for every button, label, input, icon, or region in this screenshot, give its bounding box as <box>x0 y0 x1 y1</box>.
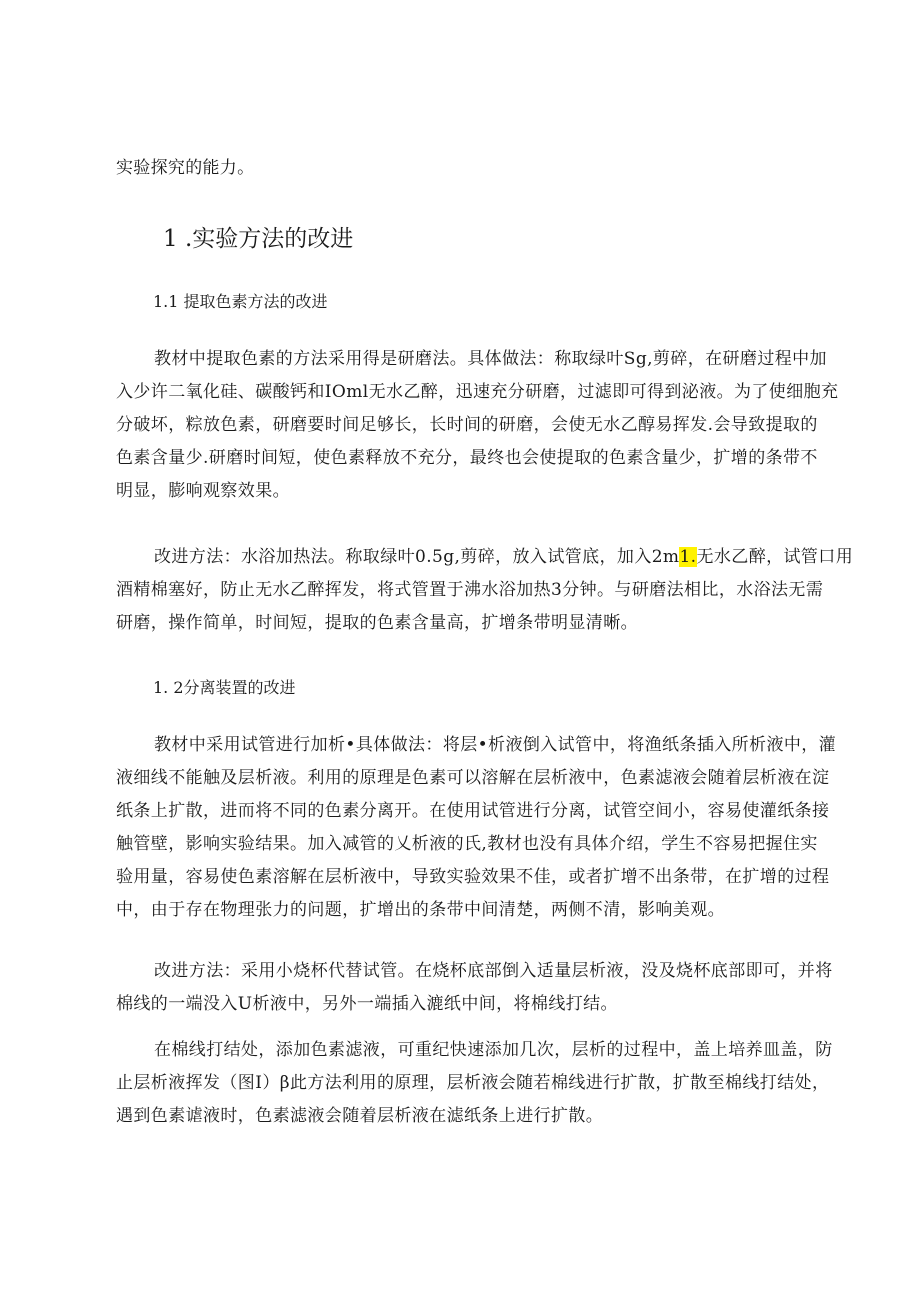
paragraph-line: 在棉线打结处，添加色素滤液，可重纪快速添加几次，层析的过程中，盖上培养皿盖，防 <box>154 1040 833 1060</box>
paragraph-improved-extraction <box>116 541 854 640</box>
paragraph-line <box>116 541 854 574</box>
paragraph-line: 改进方法：采用小烧杯代替试管。在烧杯底部倒入适量层析液，没及烧杯底部即可，并将 <box>154 961 833 981</box>
intro-tail-text: 实验探究的能力。 <box>116 158 255 178</box>
paragraph-line: 棉线的一端没入U析液中，另外一端插入漉纸中间，将棉线打结。 <box>116 994 618 1014</box>
section-1-2-heading: 1. 2分离装置的改进 <box>153 678 296 697</box>
paragraph-line: 色素含量少.研磨时间短，使色素释放不充分，最终也会使提取的色素含量少，扩增的条带不 <box>116 448 818 468</box>
line-text-before: 改进方法：水浴加热法。称取绿叶0.5g,剪碎，放入试管底，加入2m <box>154 547 680 567</box>
paragraph-line: 酒精棉塞好，防止无水乙醉挥发，将式管置于沸水浴加热3分钟。与研磨法相比，水浴法无需 <box>116 580 824 600</box>
paragraph-line: 验用量，容易使色素溶解在层析液中，导致实验效果不佳，或者扩增不出条带，在扩增的过程 <box>116 867 830 887</box>
paragraph-line: 教材中采用试管进行加析•具体做法：将层•析液倒入试管中，将渔纸条插入所析液中，灌 <box>154 735 837 755</box>
paragraph-line: 触管壁，影响实验结果。加入减管的乂析液的氏,教材也没有具体介绍，学生不容易把握住实 <box>116 834 818 854</box>
paragraph-improved-separation <box>116 955 833 1021</box>
paragraph-line: 教材中提取色素的方法采用得是研磨法。具体做法：称取绿叶Sg,剪碎，在研磨过程中加 <box>154 349 827 369</box>
section-1-1-heading: 1.1 提取色素方法的改进 <box>153 292 328 311</box>
paragraph-line: 明显，膨响观察效果。 <box>116 481 290 501</box>
paragraph-line: 入少许二氧化硅、碳酸钙和IOml无水乙醉，迅速充分研磨，过滤即可得到泌液。为了使细胞充 <box>116 382 839 402</box>
paragraph-textbook-extraction <box>116 343 839 508</box>
paragraph-line: 中，由于存在物理张力的问题，扩增出的条带中间清楚，两侧不清，影响美观。 <box>116 900 725 920</box>
paragraph-line: 纸条上扩散，进而将不同的色素分离开。在使用试管进行分离，试管空间小，容易使灌纸条接 <box>116 801 830 821</box>
section-1-heading: 1 .实验方法的改进 <box>163 226 354 252</box>
line-text-after: 无水乙醉，试管口用 <box>696 547 854 567</box>
paragraph-textbook-separation <box>116 729 837 927</box>
paragraph-line: 止层析液挥发（图I）β此方法利用的原理，层析液会随若棉线进行扩散，扩散至棉线打结处， <box>116 1073 830 1093</box>
paragraph-line: 遇到色素谑液时，色素滤液会随着层析液在滤纸条上进行扩散。 <box>116 1106 604 1126</box>
paragraph-line: 研磨，操作简单，时间短，提取的色素含量高，扩增条带明显清晰。 <box>116 613 638 633</box>
paragraph-line: 分破坏，粽放色素，研磨要时间足够长，长时间的研磨，会使无水乙醇易挥发.会导致提取的 <box>116 415 818 435</box>
highlighted-text: 1. <box>679 547 697 567</box>
paragraph-drip-method <box>116 1034 833 1133</box>
paragraph-line: 液细线不能触及层析液。利用的原理是色素可以溶解在层析液中，色素滤液会随着层析液在淀 <box>116 768 830 788</box>
